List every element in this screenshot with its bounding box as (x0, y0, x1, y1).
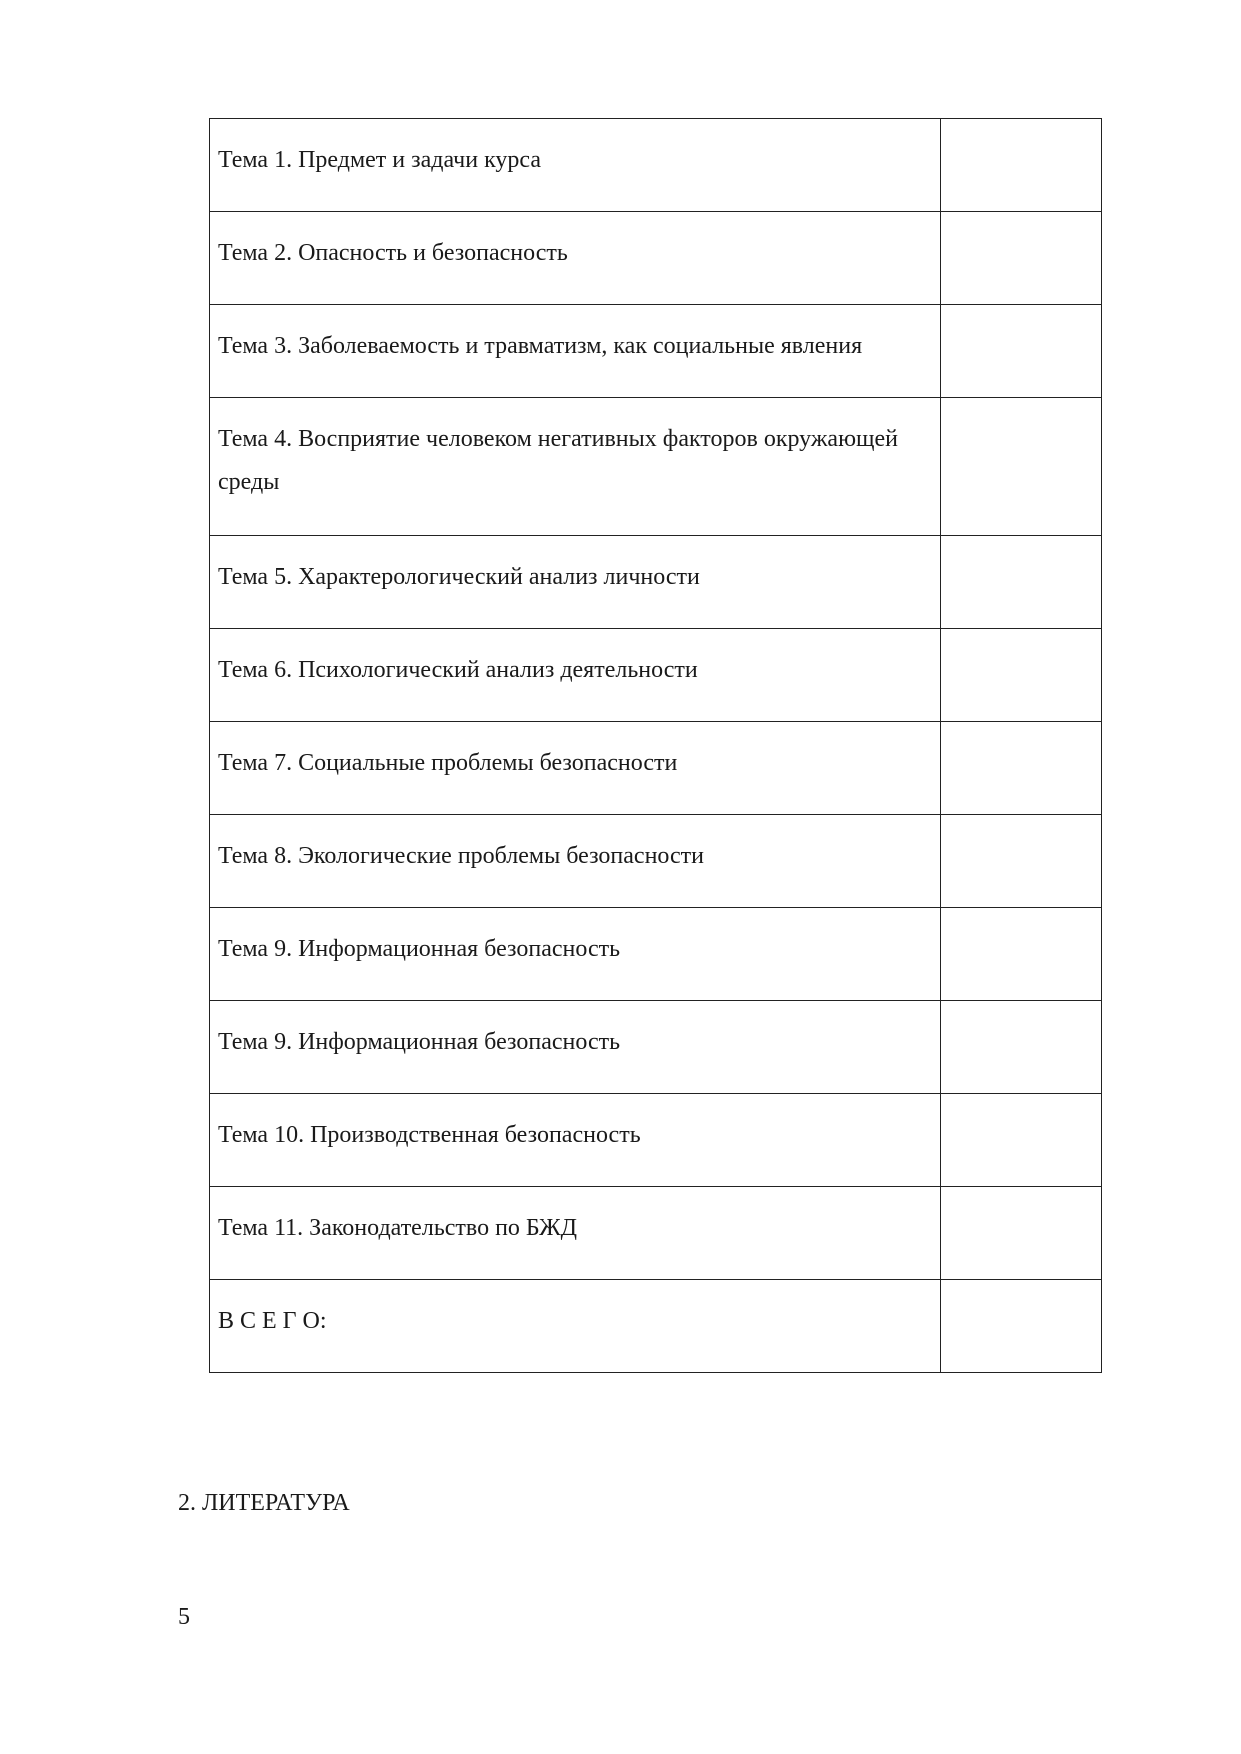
hours-cell (941, 722, 1102, 815)
topic-cell (210, 398, 941, 536)
topic-label: Тема 5. Характерологический анализ личности (218, 564, 700, 590)
section-heading-literature: 2. ЛИТЕРАТУРА (178, 1490, 350, 1516)
hours-cell (941, 1001, 1102, 1094)
table-row (210, 305, 1102, 398)
table-row (210, 722, 1102, 815)
table-row (210, 1001, 1102, 1094)
topic-label: Тема 8. Экологические проблемы безопасности (218, 843, 704, 869)
topic-cell (210, 212, 941, 305)
hours-cell (941, 536, 1102, 629)
topic-label: Тема 7. Социальные проблемы безопасности (218, 750, 678, 776)
topics-table (209, 118, 1102, 1373)
topic-label: Тема 6. Психологический анализ деятельности (218, 657, 698, 683)
topic-label: Тема 1. Предмет и задачи курса (218, 147, 541, 173)
hours-cell (941, 815, 1102, 908)
hours-cell (941, 1187, 1102, 1280)
hours-cell (941, 119, 1102, 212)
table-row (210, 1094, 1102, 1187)
hours-cell (941, 629, 1102, 722)
table-row (210, 629, 1102, 722)
table-row (210, 119, 1102, 212)
table-row (210, 815, 1102, 908)
topic-label: Тема 2. Опасность и безопасность (218, 240, 568, 266)
hours-cell (941, 1094, 1102, 1187)
topic-cell (210, 722, 941, 815)
topic-label: Тема 4. Восприятие человеком негативных факторов окружающей среды (218, 426, 898, 495)
page-number: 5 (178, 1604, 190, 1630)
table-row (210, 1187, 1102, 1280)
table-total-row (210, 1280, 1102, 1373)
total-label: В С Е Г О: (218, 1308, 327, 1334)
topic-label: Тема 9. Информационная безопасность (218, 1029, 621, 1055)
topic-label: Тема 11. Законодательство по БЖД (218, 1215, 577, 1241)
table-row (210, 536, 1102, 629)
topic-cell (210, 908, 941, 1001)
table-row (210, 212, 1102, 305)
topic-cell (210, 119, 941, 212)
total-hours-cell (941, 1280, 1102, 1373)
topic-cell (210, 815, 941, 908)
topic-label: Тема 10. Производственная безопасность (218, 1122, 641, 1148)
total-label-cell (210, 1280, 941, 1373)
topic-cell (210, 1001, 941, 1094)
hours-cell (941, 398, 1102, 536)
topic-label: Тема 3. Заболеваемость и травматизм, как социальные явления (218, 333, 863, 359)
topic-cell (210, 536, 941, 629)
topic-cell (210, 629, 941, 722)
table-row (210, 908, 1102, 1001)
topic-label: Тема 9. Информационная безопасность (218, 936, 621, 962)
hours-cell (941, 908, 1102, 1001)
topic-cell (210, 1094, 941, 1187)
table-row (210, 398, 1102, 536)
topic-cell (210, 1187, 941, 1280)
hours-cell (941, 305, 1102, 398)
hours-cell (941, 212, 1102, 305)
topic-cell (210, 305, 941, 398)
